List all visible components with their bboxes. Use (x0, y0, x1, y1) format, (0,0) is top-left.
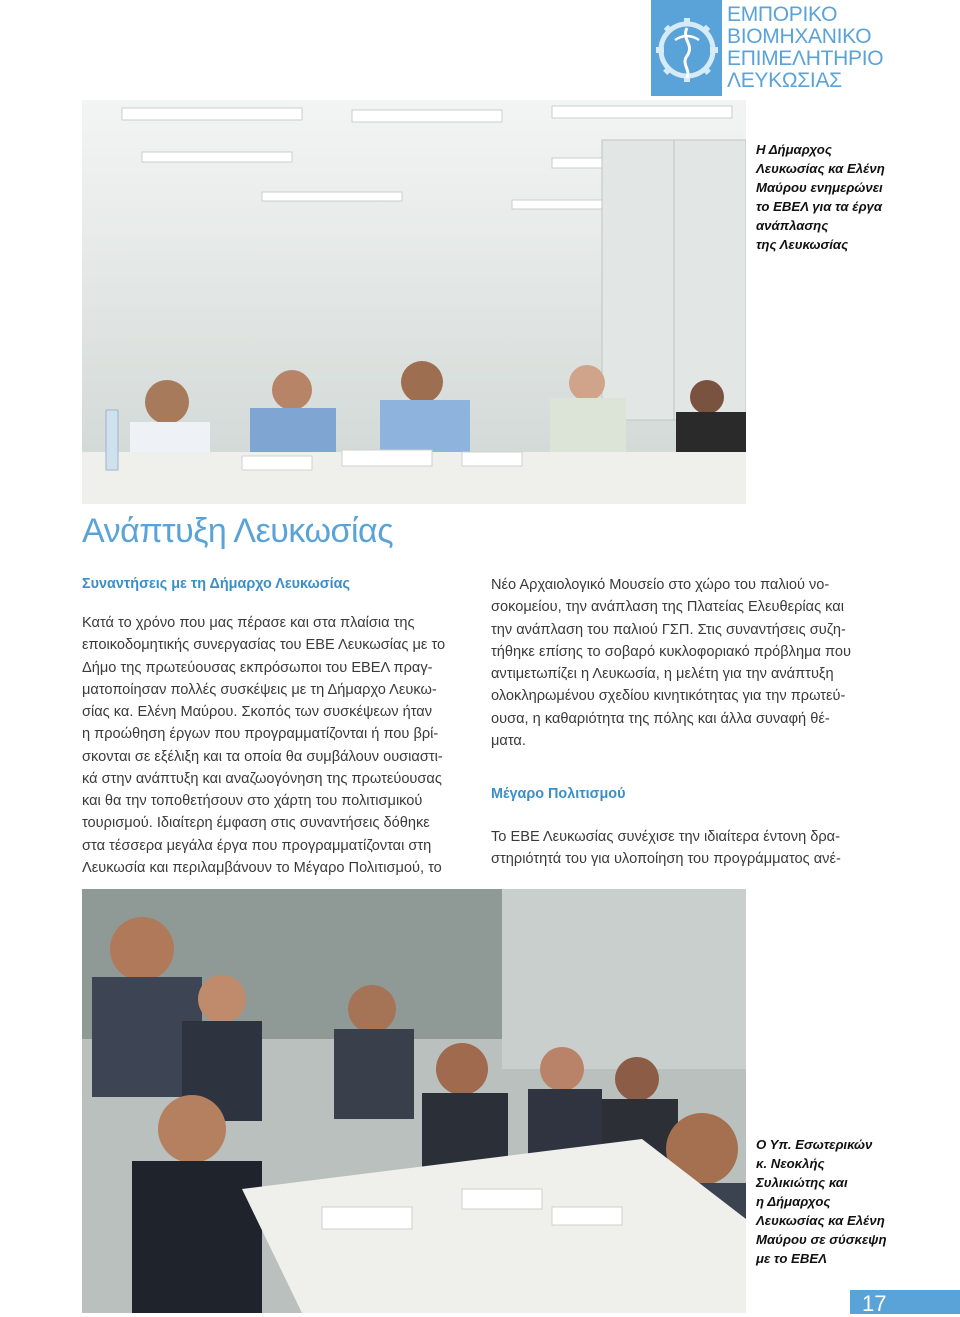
text-line: κά στην ανάπτυξη και αναζωογόνηση της πρωτεύουσας (82, 770, 442, 787)
text-line: Κατά το χρόνο που μας πέρασε και στα πλαίσια της (82, 615, 415, 631)
caption-line: της Λευκωσίας (756, 237, 849, 252)
text-line: η προώθηση έργων που προγραμματίζονται ή που βρί- (82, 726, 439, 743)
text-line: Δήμο της πρωτεύουσας εκπρόσωποι του ΕΒΕΛ πραγ- (82, 659, 433, 676)
caption-line: με το ΕΒΕΛ (756, 1251, 827, 1266)
left-column-text (82, 612, 474, 879)
top-photo-caption (756, 140, 956, 254)
text-line: Λευκωσία και περιλαμβάνουν το Μέγαρο Πολιτισμού, το (82, 859, 442, 876)
logo-line: ΕΜΠΟΡΙΚΟ (727, 3, 838, 26)
page-number: 17 (862, 1291, 887, 1316)
text-line: στα τέσσερα μεγάλα έργα που προγραμματίζονται στη (82, 837, 432, 854)
text-line: σοκομείου, την ανάπλαση της Πλατείας Ελευθερίας και (491, 599, 844, 616)
right-column-text-continued (491, 826, 877, 871)
meeting-photo-bottom (82, 889, 746, 1313)
text-line: εποικοδομητικής συνεργασίας του ΕΒΕ Λευκωσίας με το (82, 637, 446, 654)
text-line: τουρισμού. Ιδιαίτερη έμφαση στις συναντήσεις δόθηκε (82, 815, 430, 832)
caption-line: Μαύρου σε σύσκεψη (756, 1232, 887, 1247)
caption-line: κ. Νεοκλής (756, 1156, 825, 1171)
text-line: Νέο Αρχαιολογικό Μουσείο στο χώρο του παλιού νο- (491, 577, 830, 593)
text-line: ματοποίησαν πολλές συσκέψεις με τη Δήμαρχο Λευκω- (82, 681, 437, 698)
caption-line: Μαύρου ενημερώνει (756, 180, 883, 195)
text-line: αντιμετωπίζει η Λευκωσία, η μελέτη για την ανάπτυξη (491, 666, 834, 682)
text-line: στηριότητά του για υλοποίηση του προγράμματος ανέ- (491, 851, 841, 868)
text-line: την ανάπλαση του παλιού ΓΣΠ. Στις συναντήσεις συζη- (491, 621, 846, 638)
subheading-megaro: Μέγαρο Πολιτισμού (491, 786, 626, 802)
logo-line: ΒΙΟΜΗΧΑΝΙΚΟ (727, 25, 872, 48)
text-line: και θα την τοποθετήσουν στο χάρτη του πολιτισμικού (82, 793, 423, 809)
chamber-name (727, 4, 952, 92)
chamber-logo-icon (651, 0, 722, 96)
section-title: Ανάπτυξη Λευκωσίας (82, 512, 394, 550)
caption-line: Η Δήμαρχος (756, 142, 832, 157)
text-line: σκονται σε εξέλιξη και τα οποία θα συμβάλουν ουσιαστι- (82, 748, 443, 765)
logo-line: ΕΠΙΜΕΛΗΤΗΡΙΟ (727, 47, 884, 70)
caption-line: η Δήμαρχος (756, 1194, 831, 1209)
subheading-meetings: Συναντήσεις με τη Δήμαρχο Λευκωσίας (82, 576, 350, 592)
logo-line: ΛΕΥΚΩΣΙΑΣ (727, 69, 842, 92)
caption-line: Συλικιώτης και (756, 1175, 848, 1190)
text-line: ματα. (491, 732, 526, 749)
text-line: τήθηκε επίσης το σοβαρό κυκλοφοριακό πρόβλημα που (491, 643, 851, 660)
caption-line: Λευκωσίας κα Ελένη (756, 1213, 885, 1228)
bottom-photo-caption (756, 1135, 956, 1268)
text-line: ολοκληρωμένου σχεδίου κινητικότητας για την πρωτεύ- (491, 688, 846, 705)
text-line: σίας κα. Ελένη Μαύρου. Σκοπός των συσκέψεων ήταν (82, 704, 433, 720)
meeting-photo-top (82, 100, 746, 504)
caption-line: Ο Υπ. Εσωτερικών (756, 1137, 873, 1152)
caption-line: ανάπλασης (756, 218, 829, 233)
text-line: ουσα, η καθαριότητα της πόλης και άλλα συναφή θέ- (491, 710, 830, 727)
text-line: Το ΕΒΕ Λευκωσίας συνέχισε την ιδιαίτερα έντονη δρα- (491, 829, 840, 845)
right-column-text (491, 574, 877, 752)
caption-line: το ΕΒΕΛ για τα έργα (756, 199, 883, 214)
caption-line: Λευκωσίας κα Ελένη (756, 161, 885, 176)
